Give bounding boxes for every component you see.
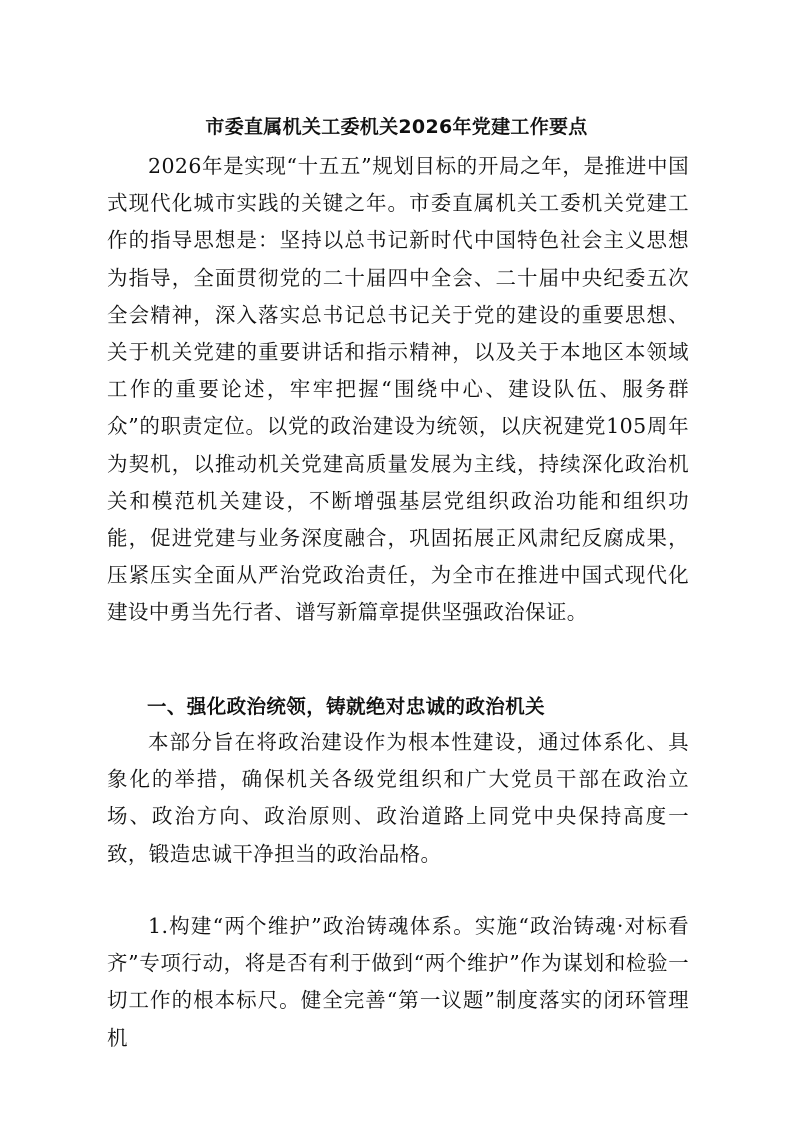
document-title: 市委直属机关工委机关2026年党建工作要点 (205, 116, 588, 138)
section-1-item-1: 1.构建“两个维护”政治铸魂体系。实施“政治铸魂·对标看齐”专项行动，将是否有利于做到“两个维护”作为谋划和检验一切工作的根本标尺。健全完善“第一议题”制度落实的闭环管理机 (107, 914, 689, 1050)
section-1-heading: 一、强化政治统领，铸就绝对忠诚的政治机关 (147, 695, 546, 718)
section-1-paragraph: 本部分旨在将政治建设作为根本性建设，通过体系化、具象化的举措，确保机关各级党组织和广大党员干部在政治立场、政治方向、政治原则、政治道路上同党中央保持高度一致，锻造忠诚干净担当的政治品格。 (107, 730, 689, 866)
intro-paragraph: 2026年是实现“十五五”规划目标的开局之年，是推进中国式现代化城市实践的关键之年。市委直属机关工委机关党建工作的指导思想是：坚持以总书记新时代中国特色社会主义思想为指导，全面贯彻党的二十届四中全会、二十届中央纪委五次全会精神，深入落实总书记总书记关于党的建设的重要思想、关于机关党建的重要讲话和指示精神，以及关于本地区本领域工作的重要论述，牢牢把握“围绕中心、建设队伍、服务群众”的职责定位。以党的政治建设为统领，以庆祝建党105周年为契机，以推动机关党建高质量发展为主线，持续深化政治机关和模范机关建设，不断增强基层党组织政治功能和组织功能，促进党建与业务深度融合，巩固拓展正风肃纪反腐成果，压紧压实全面从严治党政治责任，为全市在推进中国式现代化建设中勇当先行者、谱写新篇章提供坚强政治保证。 (107, 154, 689, 625)
